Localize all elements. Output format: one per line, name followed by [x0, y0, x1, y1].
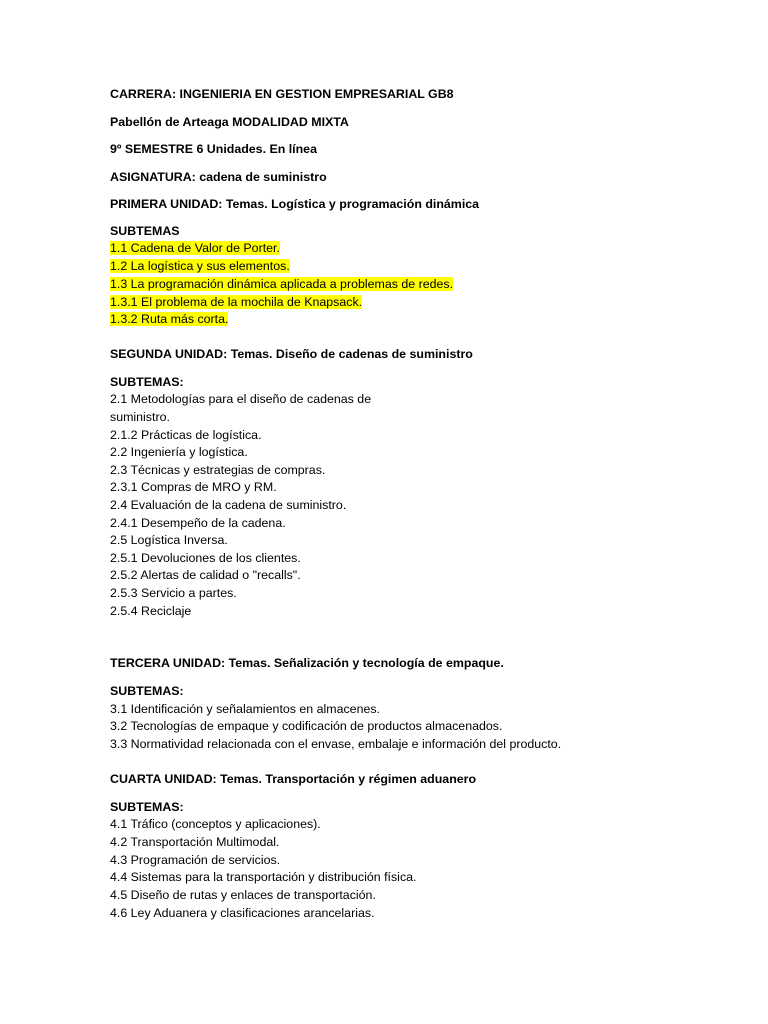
- list-item: 2.3 Técnicas y estrategias de compras.: [110, 463, 326, 477]
- unit-4-title: CUARTA UNIDAD: Temas. Transportación y régimen aduanero: [110, 772, 477, 786]
- list-item: 3.3 Normatividad relacionada con el envase, embalaje e información del producto.: [110, 737, 562, 751]
- highlighted-text: 1.2 La logística y sus elementos.: [110, 259, 290, 273]
- list-item: [110, 295, 362, 310]
- list-item: 4.2 Transportación Multimodal.: [110, 835, 280, 849]
- list-item: [110, 277, 453, 292]
- carrera-line: CARRERA: INGENIERIA EN GESTION EMPRESARIAL GB8: [110, 87, 454, 101]
- list-item: [110, 259, 290, 274]
- highlighted-text: 1.3.1 El problema de la mochila de Knapsack.: [110, 295, 363, 309]
- list-item: [110, 241, 280, 256]
- list-item: 3.1 Identificación y señalamientos en almacenes.: [110, 702, 380, 716]
- unit-2-subtemas-label: SUBTEMAS:: [110, 375, 184, 389]
- list-item: [110, 312, 228, 327]
- list-item: 2.5.1 Devoluciones de los clientes.: [110, 551, 301, 565]
- unit-1-title: PRIMERA UNIDAD: Temas. Logística y programación dinámica: [110, 197, 480, 211]
- unit-2-title: SEGUNDA UNIDAD: Temas. Diseño de cadenas de suministro: [110, 347, 473, 361]
- list-item: 4.3 Programación de servicios.: [110, 853, 281, 867]
- asignatura-line: ASIGNATURA: cadena de suministro: [110, 170, 327, 184]
- list-item: suministro.: [110, 410, 170, 424]
- list-item: 4.4 Sistemas para la transportación y distribución física.: [110, 870, 417, 884]
- list-item: 2.5.4 Reciclaje: [110, 604, 192, 618]
- unit-3-subtemas-label: SUBTEMAS:: [110, 684, 184, 698]
- list-item: 2.5.3 Servicio a partes.: [110, 586, 237, 600]
- unit-1-subtemas-label: SUBTEMAS: [110, 224, 180, 238]
- highlighted-text: 1.3.2 Ruta más corta.: [110, 312, 229, 326]
- highlighted-text: 1.1 Cadena de Valor de Porter.: [110, 241, 280, 255]
- list-item: 2.3.1 Compras de MRO y RM.: [110, 480, 277, 494]
- list-item: 2.2 Ingeniería y logística.: [110, 445, 248, 459]
- pabellon-line: Pabellón de Arteaga MODALIDAD MIXTA: [110, 115, 349, 129]
- list-item: 4.5 Diseño de rutas y enlaces de transportación.: [110, 888, 376, 902]
- list-item: 2.4 Evaluación de la cadena de suministro.: [110, 498, 347, 512]
- highlighted-text: 1.3 La programación dinámica aplicada a problemas de redes.: [110, 277, 454, 291]
- list-item: 2.5 Logística Inversa.: [110, 533, 228, 547]
- semestre-line: 9º SEMESTRE 6 Unidades. En línea: [110, 142, 317, 156]
- list-item: 2.1 Metodologías para el diseño de cadenas de: [110, 392, 372, 406]
- unit-3-title: TERCERA UNIDAD: Temas. Señalización y tecnología de empaque.: [110, 656, 504, 670]
- list-item: 4.1 Tráfico (conceptos y aplicaciones).: [110, 817, 321, 831]
- list-item: 2.5.2 Alertas de calidad o "recalls".: [110, 568, 301, 582]
- list-item: 2.4.1 Desempeño de la cadena.: [110, 516, 286, 530]
- list-item: 4.6 Ley Aduanera y clasificaciones arancelarias.: [110, 906, 375, 920]
- list-item: 3.2 Tecnologías de empaque y codificación de productos almacenados.: [110, 719, 503, 733]
- list-item: 2.1.2 Prácticas de logística.: [110, 428, 262, 442]
- unit-4-subtemas-label: SUBTEMAS:: [110, 800, 184, 814]
